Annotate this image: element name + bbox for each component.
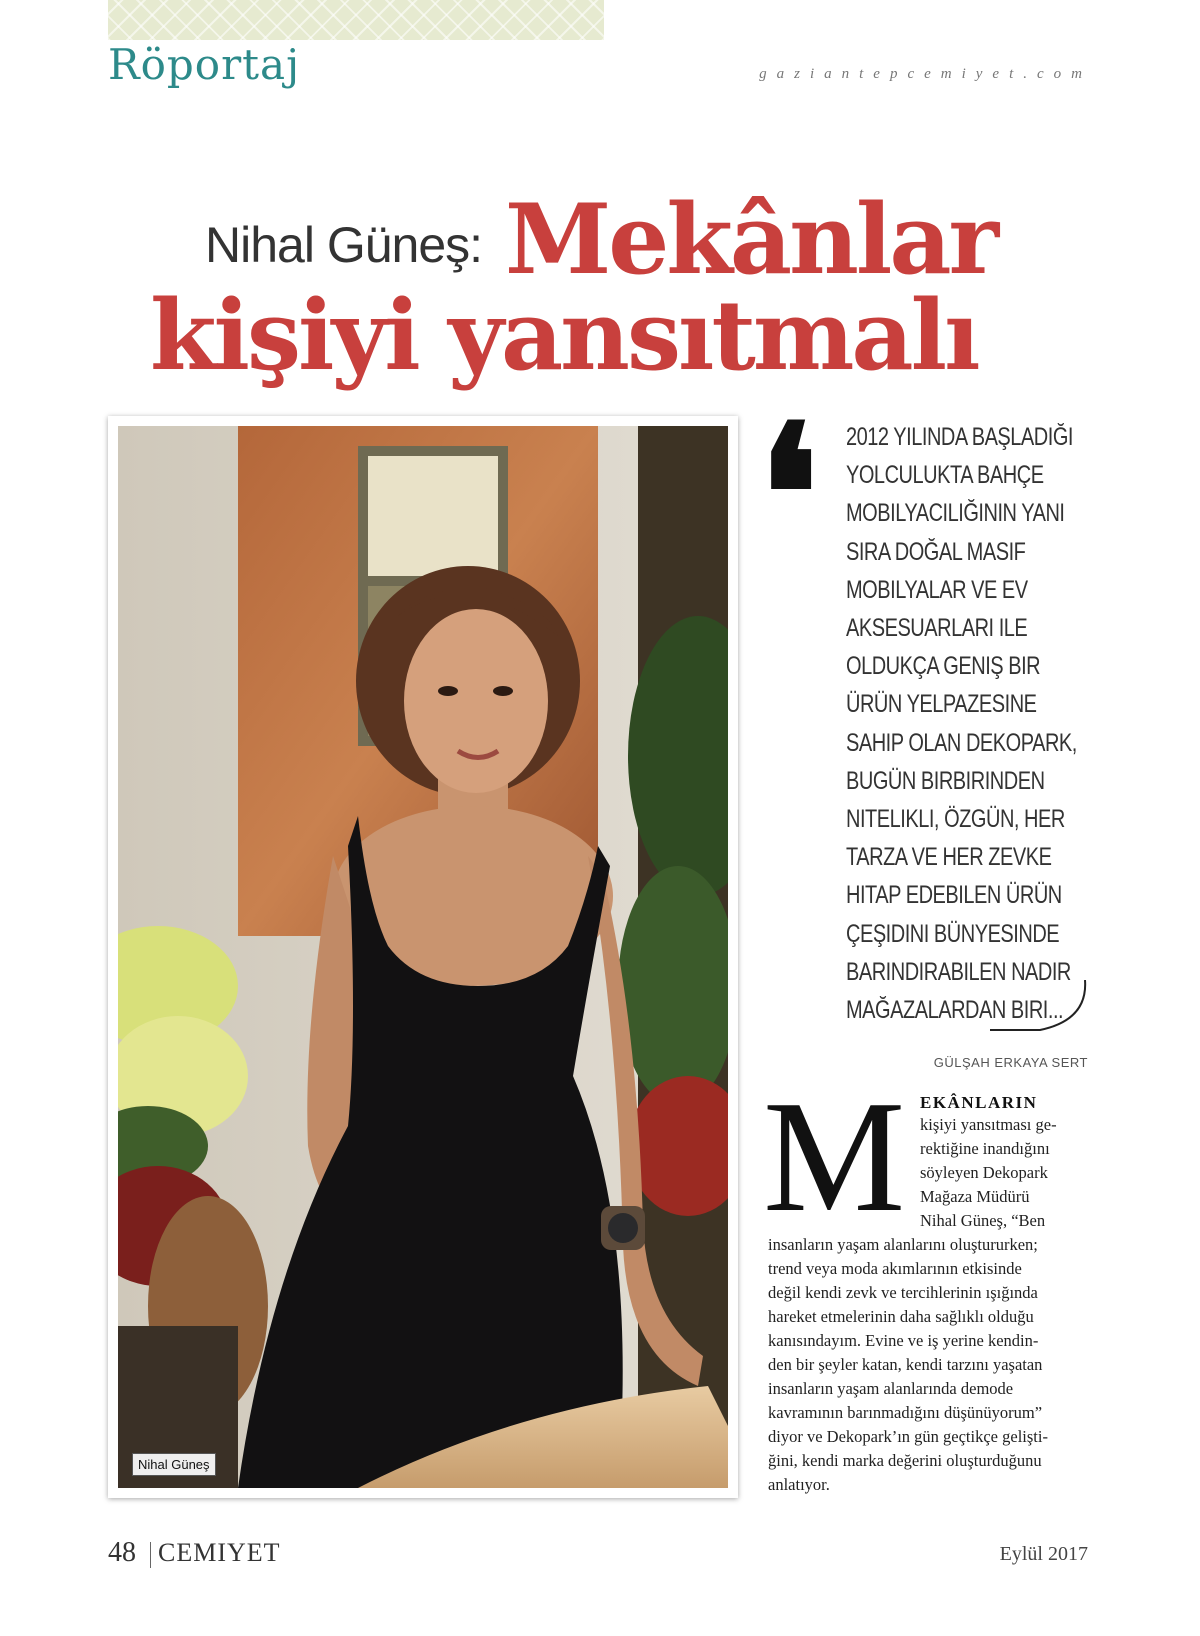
footer-divider [150, 1542, 151, 1568]
pullquote-line: BUGÜN BIRBIRINDEN [846, 766, 1045, 795]
article-line: hareket etmelerinin daha sağlıklı olduğu [768, 1307, 1034, 1326]
pullquote-line: NITELIKLI, ÖZGÜN, HER [846, 805, 1065, 834]
headline-person-name: Nihal Güneş: [205, 217, 483, 273]
headline-line-2: kişiyi yansıtmalı [150, 279, 978, 392]
site-url[interactable]: gaziantepcemiyet.com [759, 66, 1092, 82]
quote-end-curve [990, 980, 1090, 1040]
author-byline: GÜLŞAH ERKAYA SERT [933, 1055, 1088, 1070]
article-line: kanısındayım. Evine ve iş yerine kendin- [768, 1331, 1039, 1350]
article-line: söyleyen Dekopark [920, 1163, 1048, 1182]
article-lead-word: EKÂNLARIN [920, 1093, 1038, 1112]
pullquote-line: BARINDIRABILEN NADIR [846, 957, 1071, 986]
decorative-pattern-band [108, 0, 604, 40]
article-line: kavramının barınmadığını düşünüyorum” [768, 1403, 1043, 1422]
page-number: 48 [108, 1537, 136, 1568]
article-body-wide [768, 1233, 1048, 1497]
pullquote-line: MAĞAZALARDAN BIRI... [846, 996, 1064, 1025]
pullquote-line: ÇEŞIDINI BÜNYESINDE [846, 919, 1060, 948]
article-line: kişiyi yansıtması ge- [920, 1115, 1057, 1134]
article-body-narrow [920, 1113, 1057, 1233]
article-line: ğini, kendi marka değerini oluşturduğunu [768, 1451, 1042, 1470]
article-line: insanların yaşam alanlarını oluştururken; [768, 1235, 1038, 1254]
headline-line-1: Mekânlar [505, 183, 997, 296]
pullquote-line: 2012 YILINDA BAŞLADIĞI [846, 423, 1073, 451]
pullquote-line: YOLCULUKTA BAHÇE [846, 461, 1044, 490]
portrait-photo-frame [108, 416, 738, 1498]
article-line: Mağaza Müdürü [920, 1187, 1030, 1206]
article-line: anlatıyor. [768, 1475, 830, 1494]
photo-caption: Nihal Güneş [132, 1453, 216, 1476]
portrait-photo [118, 426, 728, 1488]
pullquote-line: TARZA VE HER ZEVKE [846, 843, 1052, 872]
pullquote-line: MOBILYACILIĞININ YANI [846, 499, 1065, 528]
section-label: Röportaj [108, 40, 301, 89]
pullquote-line: ÜRÜN YELPAZESINE [846, 690, 1037, 719]
pullquote-line: SIRA DOĞAL MASIF [846, 537, 1026, 566]
dropcap: M [763, 1067, 906, 1245]
pullquote-line: AKSESUARLARI ILE [846, 614, 1028, 643]
magazine-name: CEMIYET [158, 1538, 281, 1567]
portrait-illustration [118, 426, 728, 1488]
issue-date: Eylül 2017 [999, 1543, 1088, 1565]
quote-mark-icon: ❛ [758, 383, 820, 606]
article-line: Nihal Güneş, “Ben [920, 1211, 1046, 1230]
article-line: trend veya moda akımlarının etkisinde [768, 1259, 1022, 1278]
article-line: insanların yaşam alanlarında demode [768, 1379, 1014, 1398]
pullquote-line: SAHIP OLAN DEKOPARK, [846, 728, 1077, 757]
article-line: diyor ve Dekopark’ın gün geçtikçe gelişti- [768, 1427, 1048, 1446]
article-line: değil kendi zevk ve tercihlerinin ışığında [768, 1283, 1038, 1302]
pullquote-line: OLDUKÇA GENIŞ BIR [846, 652, 1041, 681]
article-line: den bir şeyler katan, kendi tarzını yaşatan [768, 1355, 1043, 1374]
pullquote-line: HITAP EDEBILEN ÜRÜN [846, 881, 1062, 910]
pullquote [846, 418, 1094, 1029]
article-line: rektiğine inandığını [920, 1139, 1050, 1158]
pullquote-line: MOBILYALAR VE EV [846, 575, 1028, 604]
